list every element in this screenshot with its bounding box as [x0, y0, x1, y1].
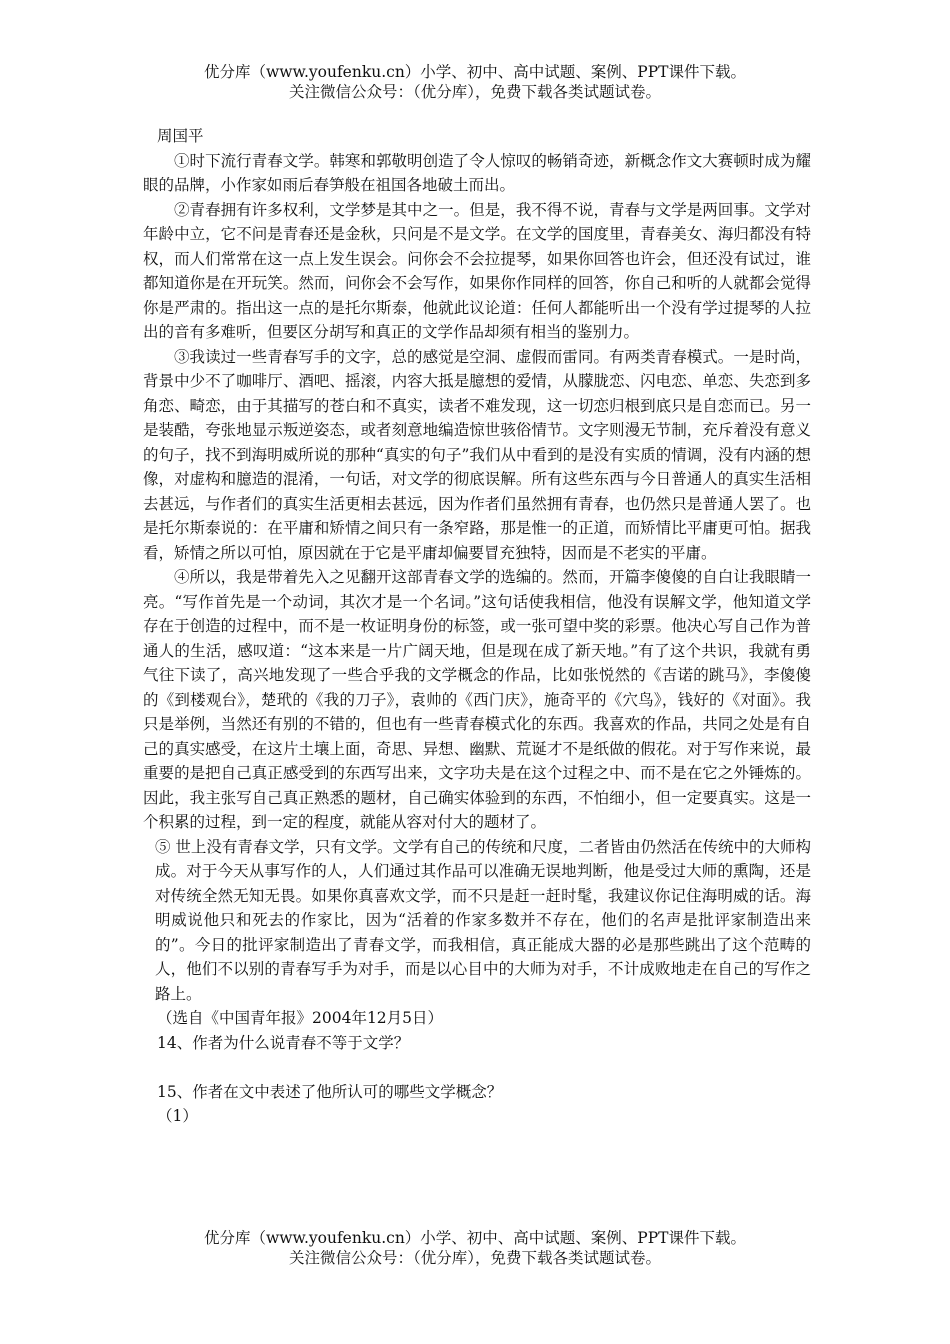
paragraph-4: ④所以，我是带着先入之见翻开这部青春文学的选编的。然而，开篇李傻傻的自白让我眼睛一亮。“写作首先是一个动词，其次才是一个名词。”这句话使我相信，他没有误解文学，他知道文学存在于创造的过程中，而不是一枚证明身份的标签，或一张可望中奖的彩票。他决心写自己作为普通人的生活，感叹道：“这本来是一片广阔天地，但是现在成了新天地。”有了这个共识，我就有勇气往下读了，高兴地发现了一些合乎我的文学概念的作品，比如张悦然的《吉诺的跳马》，李傻傻的《到楼观台》，楚玳的《我的刀子》，袁帅的《西门庆》，施奇平的《穴鸟》，钱好的《对面》。我只是举例，当然还有别的不错的，但也有一些青春模式化的东西。我喜欢的作品，共同之处是有自己的真实感受，在这片土壤上面，奇思、异想、幽默、荒诞才不是纸做的假花。对于写作来说，最重要的是把自己真正感受到的东西写出来，文字功夫是在这个过程之中、而不是在它之外锤炼的。因此，我主张写自己真正熟悉的题材，自己确实体验到的东西，不怕细小，但一定要真实。这是一个积累的过程，到一定的程度，就能从容对付大的题材了。	[143, 568, 811, 831]
article-author: 周国平	[157, 127, 204, 145]
page-header	[0, 62, 950, 102]
header-line-1: 优分库（www.youfenku.cn）小学、初中、高中试题、案例、PPT课件下载。	[203, 63, 747, 81]
paragraph-5: ⑤ 世上没有青春文学，只有文学。文学有自己的传统和尺度，二者皆由仍然活在传统中的大师构成。对于今天从事写作的人，人们通过其作品可以准确无误地判断，他是受过大师的熏陶，还是对传统全然无知无畏。如果你真喜欢文学，而不只是赶一赶时髦，我建议你记住海明威的话。海明威说他只和死去的作家比，因为“活着的作家多数并不存在，他们的名声是批评家制造出来的”。今日的批评家制造出了青春文学，而我相信，真正能成大器的必是那些跳出了这个范畴的人，他们不以别的青春写手为对手，而是以心目中的大师为对手，不计成败地走在自己的写作之路上。	[155, 837, 811, 1003]
question-15: 15、作者在文中表述了他所认可的哪些文学概念？	[157, 1082, 503, 1101]
article-body	[143, 124, 811, 1129]
article-source: （选自《中国青年报》2004年12月5日）	[157, 1009, 444, 1027]
paragraph-2: ②青春拥有许多权利，文学梦是其中之一。但是，我不得不说，青春与文学是两回事。文学对年龄中立，它不问是青春还是金秋，只问是不是文学。在文学的国度里，青春美女、海归都没有特权，而人们常常在这一点上发生误会。问你会不会拉提琴，如果你回答也许会，但还没有试过，谁都知道你是在开玩笑。然而，问你会不会写作，如果你作同样的回答，你自己和听的人就都会觉得你是严肃的。指出这一点的是托尔斯泰，他就此议论道：任何人都能听出一个没有学过提琴的人拉出的音有多难听，但要区分胡写和真正的文学作品却须有相当的鉴别力。	[143, 200, 811, 341]
paragraph-3: ③我读过一些青春写手的文字，总的感觉是空洞、虚假而雷同。有两类青春模式。一是时尚，背景中少不了咖啡厅、酒吧、摇滚，内容大抵是臆想的爱情，从朦胧恋、闪电恋、单恋、失恋到多角恋、畸恋，由于其描写的苍白和不真实，读者不难发现，这一切恋归根到底只是自恋而已。另一是装酷，夸张地显示叛逆姿态，或者刻意地编造惊世骇俗情节。文字则漫无节制，充斥着没有意义的句子，找不到海明威所说的那种“真实的句子”我们从中看到的是没有实质的情调，没有内涵的想像，对虚构和臆造的混淆，一句话，对文学的彻底误解。所有这些东西与今日普通人的真实生活相去甚远，与作者们的真实生活更相去甚远，因为作者们虽然拥有青春，也仍然只是普通人罢了。也是托尔斯泰说的：在平庸和矫情之间只有一条窄路，那是惟一的正道，而矫情比平庸更可怕。据我看，矫情之所以可怕，原因就在于它是平庸却偏要冒充独特，因而是不老实的平庸。	[143, 347, 811, 562]
question-14: 14、作者为什么说青春不等于文学？	[157, 1033, 410, 1052]
footer-line-1: 优分库（www.youfenku.cn）小学、初中、高中试题、案例、PPT课件下载。	[203, 1229, 747, 1247]
paragraph-1: ①时下流行青春文学。韩寒和郭敬明创造了令人惊叹的畅销奇迹，新概念作文大赛顿时成为耀眼的品牌，小作家如雨后春笋般在祖国各地破土而出。	[143, 151, 811, 194]
footer-line-2: 关注微信公众号：（优分库），免费下载各类试题试卷。	[288, 1249, 661, 1267]
question-15-item-1: （1）	[157, 1107, 198, 1125]
header-line-2: 关注微信公众号：（优分库），免费下载各类试题试卷。	[288, 83, 661, 101]
page-footer	[0, 1228, 950, 1268]
